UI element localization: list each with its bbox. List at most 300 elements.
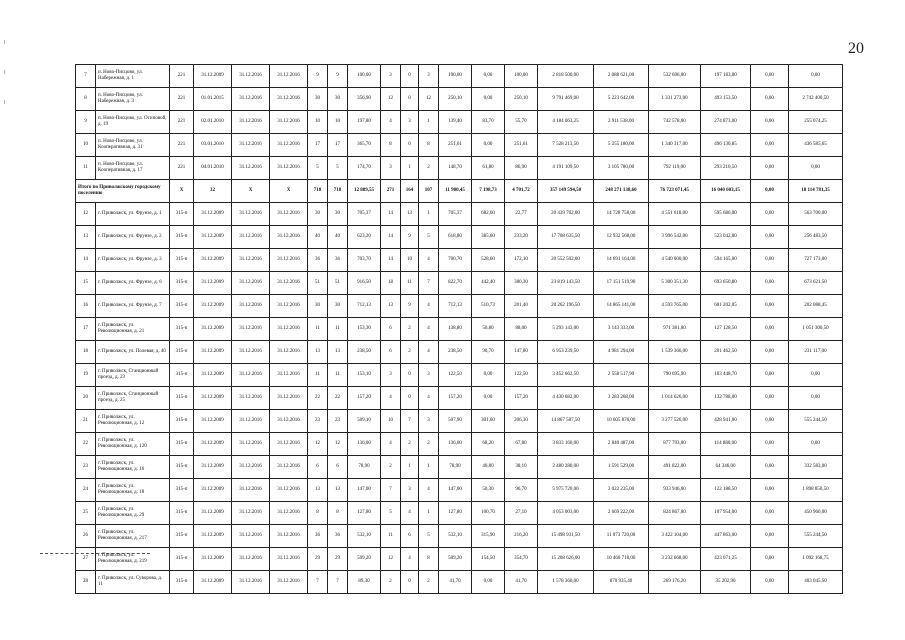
value-cell: 594 165,00 (701, 249, 751, 272)
value-cell: 4 184 063,25 (538, 111, 594, 134)
value-cell: 01.01.2015 (194, 88, 232, 111)
value-cell: 31.12.2016 (232, 157, 270, 180)
value-cell: 13 (328, 341, 348, 364)
value-cell: 31.12.2016 (232, 226, 270, 249)
value-cell: 1 (401, 157, 419, 180)
value-cell: 31.12.2016 (270, 88, 308, 111)
value-cell: 31.12.2016 (232, 88, 270, 111)
value-cell: 2 (381, 456, 401, 479)
value-cell: 623,20 (348, 226, 381, 249)
value-cell: 436 585,65 (789, 134, 843, 157)
value-cell: 30 (308, 88, 328, 111)
value-cell: 5 293 143,00 (538, 318, 594, 341)
value-cell: 0,00 (751, 571, 789, 594)
value-cell: 7 (419, 272, 439, 295)
value-cell: 2 (401, 318, 419, 341)
value-cell: 31.12.2016 (270, 364, 308, 387)
value-cell: 14 (381, 249, 401, 272)
value-cell: 3 232 668,00 (649, 548, 701, 571)
value-cell: 201 462,50 (701, 341, 751, 364)
table-row (76, 571, 843, 594)
value-cell: 9 (308, 65, 328, 88)
total-cell: 718 (328, 180, 348, 203)
row-number-cell: 18 (76, 341, 96, 364)
value-cell: 154,50 (472, 548, 505, 571)
value-cell: 50,80 (472, 318, 505, 341)
table-row (76, 341, 843, 364)
value-cell: 31.12.2016 (270, 111, 308, 134)
value-cell: 0,00 (472, 134, 505, 157)
value-cell: 563 700,00 (789, 203, 843, 226)
value-cell: 712,13 (348, 295, 381, 318)
value-cell: 6 (381, 318, 401, 341)
value-cell: 3 422 104,00 (649, 525, 701, 548)
address-cell: п. Ново-Писцово, ул. Набережная, д. 3 (96, 88, 170, 111)
value-cell: 89,30 (348, 571, 381, 594)
value-cell: 31.12.2016 (232, 571, 270, 594)
value-cell: 50,30 (472, 479, 505, 502)
value-cell: 174,70 (348, 157, 381, 180)
address-cell: п. Ново-Писцово, ул. Осиповой, д. 19 (96, 111, 170, 134)
value-cell: 17 708 635,50 (538, 226, 594, 249)
value-cell: 14 728 758,00 (594, 203, 649, 226)
table-row (76, 226, 843, 249)
value-cell: 2 742 400,50 (789, 88, 843, 111)
table-row (76, 203, 843, 226)
value-cell: 30 (328, 203, 348, 226)
value-cell: 0,00 (751, 548, 789, 571)
value-cell: 1 539 366,00 (649, 341, 701, 364)
value-cell: 41,70 (505, 571, 538, 594)
value-cell: 742 578,00 (649, 111, 701, 134)
value-cell: 315-п (170, 226, 194, 249)
value-cell: 31.12.2016 (270, 410, 308, 433)
row-number-cell: 7 (76, 65, 96, 88)
value-cell: 3 (381, 364, 401, 387)
value-cell: 31.12.2016 (232, 410, 270, 433)
value-cell: 51 (328, 272, 348, 295)
value-cell: 31.12.2016 (270, 249, 308, 272)
page-number: 20 (848, 40, 864, 57)
value-cell: 712,13 (439, 295, 472, 318)
table-row (76, 157, 843, 180)
value-cell: 147,00 (348, 479, 381, 502)
total-cell: 32 (194, 180, 232, 203)
value-cell: 618,80 (439, 226, 472, 249)
value-cell: 55,70 (505, 111, 538, 134)
value-cell: 11 (401, 272, 419, 295)
value-cell: 31.12.2009 (194, 525, 232, 548)
value-cell: 507,90 (439, 410, 472, 433)
value-cell: 0,00 (751, 295, 789, 318)
value-cell: 0,00 (751, 272, 789, 295)
row-number-cell: 17 (76, 318, 96, 341)
value-cell: 136,00 (348, 433, 381, 456)
value-cell: 315-п (170, 295, 194, 318)
value-cell: 13 (401, 203, 419, 226)
value-cell: 0,00 (789, 65, 843, 88)
address-cell: г. Приволжск, ул. Фрунзе, д. 3 (96, 249, 170, 272)
value-cell: 11 (308, 318, 328, 341)
value-cell: 0,00 (751, 249, 789, 272)
value-cell: 22 (328, 387, 348, 410)
address-cell: г. Приволжск, ул. Революционная, д. 18 (96, 479, 170, 502)
value-cell: 3 283 268,00 (594, 387, 649, 410)
value-cell: 1 (419, 502, 439, 525)
value-cell: 315-п (170, 341, 194, 364)
value-cell: 51 (308, 272, 328, 295)
value-cell: 332 583,00 (789, 456, 843, 479)
value-cell: 532 696,00 (649, 65, 701, 88)
value-cell: 3 143 333,00 (594, 318, 649, 341)
value-cell: 31.12.2016 (232, 456, 270, 479)
value-cell: 0,00 (751, 525, 789, 548)
value-cell: 5 (308, 157, 328, 180)
value-cell: 221 (170, 111, 194, 134)
value-cell: 31.12.2009 (194, 65, 232, 88)
value-cell: 31.12.2016 (270, 272, 308, 295)
value-cell: 100,00 (348, 65, 381, 88)
value-cell: 20 439 702,00 (538, 203, 594, 226)
value-cell: 2 669 222,00 (594, 502, 649, 525)
value-cell: 555 244,50 (789, 410, 843, 433)
value-cell: 7 (401, 410, 419, 433)
value-cell: 2 911 538,00 (594, 111, 649, 134)
value-cell: 11 (328, 364, 348, 387)
address-cell: п. Ново-Писцово, ул. Набережная, д. 1 (96, 65, 170, 88)
value-cell: 114 880,00 (701, 433, 751, 456)
value-cell: 86,90 (505, 157, 538, 180)
row-number-cell: 25 (76, 502, 96, 525)
value-cell: 238,50 (439, 341, 472, 364)
value-cell: 3 452 662,50 (538, 364, 594, 387)
value-cell: 22 (308, 387, 328, 410)
value-cell: 255 074,25 (789, 111, 843, 134)
value-cell: 31.12.2016 (232, 502, 270, 525)
value-cell: 78,90 (348, 456, 381, 479)
value-cell: 510,73 (472, 295, 505, 318)
value-cell: 23 (328, 410, 348, 433)
value-cell: 12 (328, 433, 348, 456)
value-cell: 354,70 (505, 548, 538, 571)
row-number-cell: 8 (76, 88, 96, 111)
value-cell: 31.12.2016 (270, 295, 308, 318)
value-cell: 3 022 235,00 (594, 479, 649, 502)
value-cell: 31.12.2009 (194, 203, 232, 226)
value-cell: 0 (401, 65, 419, 88)
value-cell: 315-п (170, 479, 194, 502)
value-cell: 31.12.2016 (232, 249, 270, 272)
value-cell: 822,70 (439, 272, 472, 295)
value-cell: 31.12.2009 (194, 571, 232, 594)
value-cell: 15 498 931,50 (538, 525, 594, 548)
table-row (76, 456, 843, 479)
value-cell: 100,70 (472, 502, 505, 525)
value-cell: 202 088,45 (789, 295, 843, 318)
value-cell: 4 (419, 249, 439, 272)
value-cell: 7 (381, 479, 401, 502)
value-cell: 11 (328, 318, 348, 341)
value-cell: 90,70 (472, 341, 505, 364)
value-cell: 2 818 500,00 (538, 65, 594, 88)
value-cell: 4 (381, 433, 401, 456)
value-cell: 250,10 (439, 88, 472, 111)
total-cell: 4 701,72 (505, 180, 538, 203)
value-cell: 4 (419, 387, 439, 410)
value-cell: 315-п (170, 364, 194, 387)
value-cell: 68,20 (472, 433, 505, 456)
value-cell: 3 (401, 111, 419, 134)
value-cell: 147,80 (505, 341, 538, 364)
value-cell: 5 (328, 157, 348, 180)
value-cell: 31.12.2016 (270, 548, 308, 571)
value-cell: 18 (381, 272, 401, 295)
value-cell: 6 (308, 456, 328, 479)
value-cell: 0,00 (789, 157, 843, 180)
value-cell: 157,20 (505, 387, 538, 410)
value-cell: 0,00 (472, 387, 505, 410)
value-cell: 4 (381, 387, 401, 410)
value-cell: 100,00 (505, 65, 538, 88)
value-cell: 31.12.2009 (194, 387, 232, 410)
value-cell: 10 (328, 111, 348, 134)
value-cell: 5 (381, 502, 401, 525)
value-cell: 14 (381, 226, 401, 249)
total-cell: 164 (401, 180, 419, 203)
value-cell: 30 (308, 203, 328, 226)
value-cell: 555 244,50 (789, 525, 843, 548)
value-cell: 3 833 160,00 (538, 433, 594, 456)
address-cell: г. Приволжск, ул. Революционная, д. 12 (96, 410, 170, 433)
value-cell: 5 (419, 525, 439, 548)
table-row (76, 479, 843, 502)
table-row (76, 364, 843, 387)
value-cell: 31.12.2009 (194, 364, 232, 387)
value-cell: 5 300 351,30 (649, 272, 701, 295)
value-cell: 2 088 621,00 (594, 65, 649, 88)
value-cell: 601 202,05 (701, 295, 751, 318)
value-cell: 36 (308, 249, 328, 272)
value-cell: 428 941,00 (701, 410, 751, 433)
value-cell: 40 (328, 226, 348, 249)
address-cell: г. Приволжск, ул. Революционная, д. 21 (96, 318, 170, 341)
value-cell: 35 202,90 (701, 571, 751, 594)
value-cell: 315-п (170, 456, 194, 479)
value-cell: 02.01.2010 (194, 111, 232, 134)
value-cell: 216,20 (505, 525, 538, 548)
table-row (76, 295, 843, 318)
table-row (76, 387, 843, 410)
value-cell: 2 840 487,00 (594, 433, 649, 456)
value-cell: 122,50 (505, 364, 538, 387)
scan-bottom-rule (40, 553, 150, 554)
value-cell: 67,80 (505, 433, 538, 456)
value-cell: 1 (401, 456, 419, 479)
value-cell: 11 (381, 525, 401, 548)
value-cell: 8 (419, 548, 439, 571)
value-cell: 14 691 164,00 (594, 249, 649, 272)
table-row (76, 249, 843, 272)
value-cell: 269 176,20 (649, 571, 701, 594)
total-cell: 357 149 594,50 (538, 180, 594, 203)
value-cell: 30 (308, 295, 328, 318)
total-cell: 718 (308, 180, 328, 203)
value-cell: 4 (401, 502, 419, 525)
value-cell: 30 (328, 88, 348, 111)
value-cell: 206,30 (505, 410, 538, 433)
value-cell: 6 (381, 341, 401, 364)
row-number-cell: 11 (76, 157, 96, 180)
total-cell: 107 (419, 180, 439, 203)
value-cell: 673 621,50 (789, 272, 843, 295)
value-cell: 251,61 (439, 134, 472, 157)
value-cell: 0,00 (751, 88, 789, 111)
table-row (76, 134, 843, 157)
address-cell: г. Приволжск, ул. Фрунзе, д. 7 (96, 295, 170, 318)
value-cell: 61,80 (472, 157, 505, 180)
table-body-before-total (76, 65, 843, 180)
table-row (76, 65, 843, 88)
value-cell: 0,00 (751, 318, 789, 341)
value-cell: 790 695,90 (649, 364, 701, 387)
value-cell: 532,10 (348, 525, 381, 548)
value-cell: 3 (381, 65, 401, 88)
value-cell: 0,00 (751, 111, 789, 134)
value-cell: 31.12.2016 (232, 387, 270, 410)
value-cell: 3 (381, 157, 401, 180)
value-cell: 0,00 (472, 65, 505, 88)
value-cell: 31.12.2016 (232, 65, 270, 88)
value-cell: 0,00 (789, 387, 843, 410)
value-cell: 509,20 (439, 548, 472, 571)
value-cell: 0,00 (789, 433, 843, 456)
total-cell: 76 723 071,45 (649, 180, 701, 203)
value-cell: 0,00 (751, 341, 789, 364)
value-cell: 727 173,00 (789, 249, 843, 272)
value-cell: 5 255 180,00 (594, 134, 649, 157)
value-cell: 0 (401, 88, 419, 111)
row-number-cell: 26 (76, 525, 96, 548)
value-cell: 4 430 682,00 (538, 387, 594, 410)
value-cell: 8 (381, 134, 401, 157)
value-cell: 423 071,25 (701, 548, 751, 571)
value-cell: 157,20 (439, 387, 472, 410)
value-cell: 31.12.2009 (194, 548, 232, 571)
value-cell: 31.12.2016 (270, 134, 308, 157)
value-cell: 595 686,00 (701, 203, 751, 226)
row-number-cell: 27 (76, 548, 96, 571)
value-cell: 31.12.2009 (194, 272, 232, 295)
value-cell: 31.12.2016 (270, 203, 308, 226)
value-cell: 13 (308, 479, 328, 502)
value-cell: 153,30 (348, 318, 381, 341)
value-cell: 233,20 (505, 226, 538, 249)
value-cell: 315,90 (472, 525, 505, 548)
row-number-cell: 22 (76, 433, 96, 456)
row-number-cell: 16 (76, 295, 96, 318)
value-cell: 153,10 (348, 364, 381, 387)
value-cell: 293 210,50 (701, 157, 751, 180)
value-cell: 9 791 469,00 (538, 88, 594, 111)
value-cell: 221 (170, 88, 194, 111)
value-cell: 31.12.2016 (232, 134, 270, 157)
value-cell: 10 (308, 111, 328, 134)
value-cell: 1 (419, 111, 439, 134)
value-cell: 0,00 (789, 364, 843, 387)
value-cell: 315-п (170, 548, 194, 571)
value-cell: 1 051 300,50 (789, 318, 843, 341)
value-cell: 1 578 360,00 (538, 571, 594, 594)
value-cell: 138,80 (439, 318, 472, 341)
value-cell: 0,00 (751, 364, 789, 387)
value-cell: 0 (401, 364, 419, 387)
value-cell: 31.12.2016 (232, 111, 270, 134)
value-cell: 9 (401, 226, 419, 249)
value-cell: 148,70 (439, 157, 472, 180)
value-cell: 693 650,80 (701, 272, 751, 295)
address-cell: г. Приволжск, ул. Полевая, д. 40 (96, 341, 170, 364)
value-cell: 870 935,40 (594, 571, 649, 594)
value-cell: 4 (419, 341, 439, 364)
address-cell: г. Приволжск, ул. Суворова, д. 11 (96, 571, 170, 594)
value-cell: 0,00 (751, 502, 789, 525)
value-cell: 442,40 (472, 272, 505, 295)
address-cell: г. Приволжск, ул. Революционная, д. 29 (96, 502, 170, 525)
value-cell: 0,00 (472, 88, 505, 111)
value-cell: 29 (308, 548, 328, 571)
value-cell: 315-п (170, 433, 194, 456)
address-cell: п. Ново-Писцово, ул. Кооперативная, д. 31 (96, 134, 170, 157)
value-cell: 147,00 (439, 479, 472, 502)
total-row-label: Итого по Приволжскому городскому поселению (76, 180, 170, 203)
value-cell: 491 822,00 (649, 456, 701, 479)
value-cell: 31.12.2016 (270, 65, 308, 88)
value-cell: 0,00 (751, 65, 789, 88)
value-cell: 1 014 626,00 (649, 387, 701, 410)
value-cell: 96,70 (505, 479, 538, 502)
total-cell: X (270, 180, 308, 203)
value-cell: 221 (170, 157, 194, 180)
value-cell: 20 262 196,50 (538, 295, 594, 318)
value-cell: 4 551 618,00 (649, 203, 701, 226)
value-cell: 31.12.2009 (194, 456, 232, 479)
value-cell: 3 (419, 65, 439, 88)
value-cell: 315-п (170, 387, 194, 410)
value-cell: 4 053 003,00 (538, 502, 594, 525)
value-cell: 1 331 273,00 (649, 88, 701, 111)
value-cell: 493 153,50 (701, 88, 751, 111)
value-cell: 11 (308, 364, 328, 387)
value-cell: 231 117,00 (789, 341, 843, 364)
value-cell: 0,00 (751, 433, 789, 456)
value-cell: 31.12.2009 (194, 226, 232, 249)
table-row (76, 318, 843, 341)
table-row (76, 548, 843, 571)
value-cell: 13 (328, 479, 348, 502)
value-cell: 315-п (170, 502, 194, 525)
value-cell: 17 (308, 134, 328, 157)
value-cell: 12 (381, 88, 401, 111)
value-cell: 238,50 (348, 341, 381, 364)
value-cell: 7 (308, 571, 328, 594)
address-cell: г. Приволжск, ул. Фрунзе, д. 2 (96, 226, 170, 249)
value-cell: 877 793,00 (649, 433, 701, 456)
value-cell: 7 528 213,50 (538, 134, 594, 157)
value-cell: 15 208 626,00 (538, 548, 594, 571)
total-cell: 18 114 781,35 (789, 180, 843, 203)
value-cell: 9 (401, 295, 419, 318)
value-cell: 4 593 765,00 (649, 295, 701, 318)
